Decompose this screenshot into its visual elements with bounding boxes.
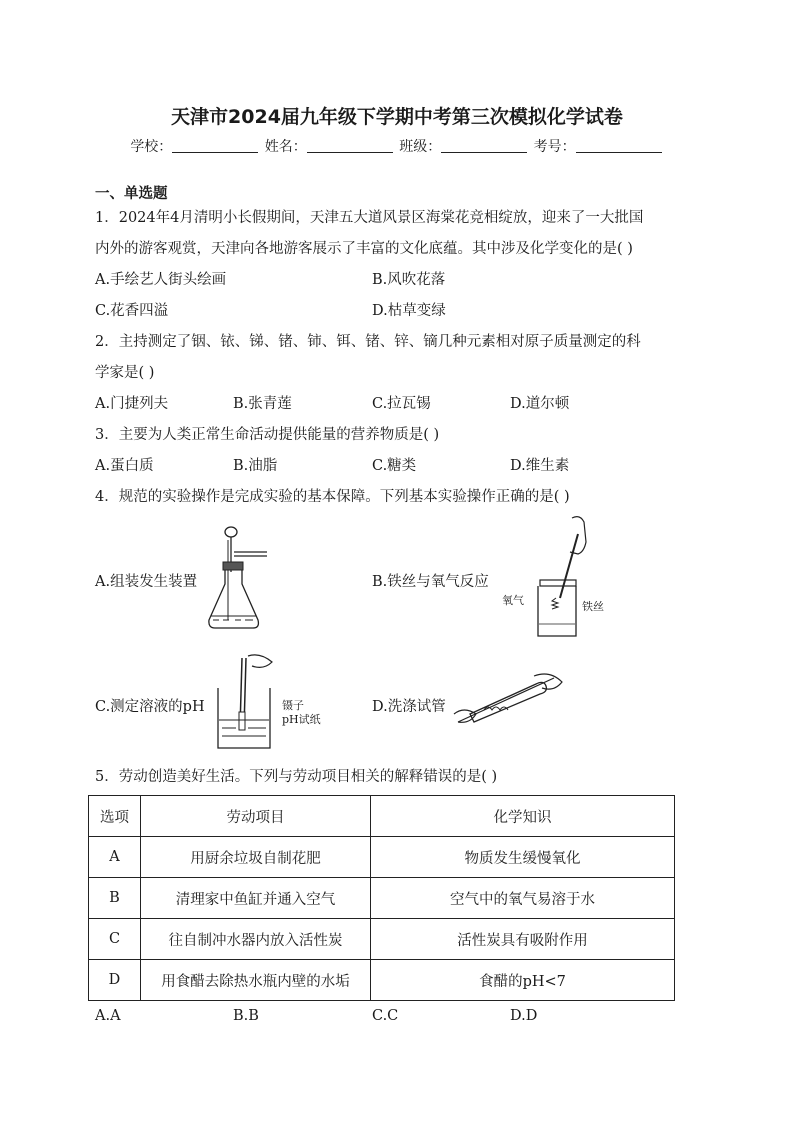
name-blank[interactable] [307,138,393,153]
q2-option-a[interactable]: A.门捷列夫 [95,396,169,412]
table-row [89,837,675,878]
table-cell: 食醋的pH<7 [371,960,675,1001]
exam-no-blank[interactable] [576,138,662,153]
q3-option-d[interactable]: D.维生素 [510,458,570,474]
table-cell: 物质发生缓慢氧化 [371,837,675,878]
class-label: 班级： [399,139,442,155]
q5-table [88,795,675,1001]
table-row [89,878,675,919]
table-cell: 往自制冲水器内放入活性炭 [141,919,371,960]
q4-option-d[interactable]: D.洗涤试管 [372,699,446,715]
table-cell: 活性炭具有吸附作用 [371,919,675,960]
table-header-cell: 选项 [89,796,141,837]
name-label: 姓名： [264,139,307,155]
q3-option-c[interactable]: C.糖类 [372,458,417,474]
q5-option-c[interactable]: C.C [372,1008,399,1024]
q4-option-b[interactable]: B.铁丝与氧气反应 [372,574,489,590]
table-cell: 清理家中鱼缸并通入空气 [141,878,371,919]
q4-option-c[interactable]: C.测定溶液的pH [95,699,205,715]
q5-option-d[interactable]: D.D [510,1008,538,1024]
table-cell: A [89,837,141,878]
table-header-row [89,796,675,837]
q4-option-a[interactable]: A.组装发生装置 [95,574,198,590]
q1-line2: 内外的游客观赏，天津向各地游客展示了丰富的文化底蕴。其中涉及化学变化的是( ) [95,241,633,257]
q2-option-d[interactable]: D.道尔顿 [510,396,570,412]
section-heading: 一、单选题 [95,186,168,202]
table-header-cell: 劳动项目 [141,796,371,837]
class-blank[interactable] [441,138,527,153]
q4-label-tweezers: 镊子 [282,699,304,712]
table-row [89,960,675,1001]
student-info-line [0,136,794,156]
q4-label-iron-wire: 铁丝 [582,600,604,613]
q3-option-b[interactable]: B.油脂 [233,458,278,474]
table-header-cell: 化学知识 [371,796,675,837]
q2-line2: 学家是( ) [95,365,155,381]
exam-no-label: 考号： [533,139,576,155]
q4-line1: 4．规范的实验操作是完成实验的基本保障。下列基本实验操作正确的是( ) [95,489,570,505]
q1-option-d[interactable]: D.枯草变绿 [372,303,446,319]
table-cell: C [89,919,141,960]
school-label: 学校： [130,139,173,155]
q1-option-b[interactable]: B.风吹花落 [372,272,446,288]
q3-option-a[interactable]: A.蛋白质 [95,458,154,474]
q1-line1: 1．2024年4月清明小长假期间，天津五大道风景区海棠花竞相绽放，迎来了一大批国 [95,210,644,226]
q1-option-c[interactable]: C.花香四溢 [95,303,169,319]
q3-line1: 3．主要为人类正常生命活动提供能量的营养物质是( ) [95,427,440,443]
table-row [89,919,675,960]
q5-option-b[interactable]: B.B [233,1008,259,1024]
iron-wire-oxygen-illustration [526,512,596,642]
table-cell: 用食醋去除热水瓶内壁的水垢 [141,960,371,1001]
flask-apparatus-illustration [205,522,275,634]
wash-test-tube-illustration [450,670,570,730]
page-title: 天津市2024届九年级下学期中考第三次模拟化学试卷 [171,106,623,128]
table-cell: 空气中的氧气易溶于水 [371,878,675,919]
q5-line1: 5．劳动创造美好生活。下列与劳动项目相关的解释错误的是( ) [95,769,498,785]
q4-label-oxygen: 氧气 [502,594,524,607]
table-cell: B [89,878,141,919]
school-blank[interactable] [172,138,258,153]
table-cell: D [89,960,141,1001]
q2-option-b[interactable]: B.张青莲 [233,396,292,412]
table-cell: 用厨余垃圾自制花肥 [141,837,371,878]
q4-label-ph-paper: pH试纸 [282,713,321,726]
q1-option-a[interactable]: A.手绘艺人街头绘画 [95,272,227,288]
q5-option-a[interactable]: A.A [95,1008,121,1024]
q2-option-c[interactable]: C.拉瓦锡 [372,396,431,412]
ph-test-illustration [212,652,282,752]
q2-line1: 2．主持测定了铟、铱、锑、锗、铈、铒、锗、锌、镝几种元素相对原子质量测定的科 [95,334,641,350]
